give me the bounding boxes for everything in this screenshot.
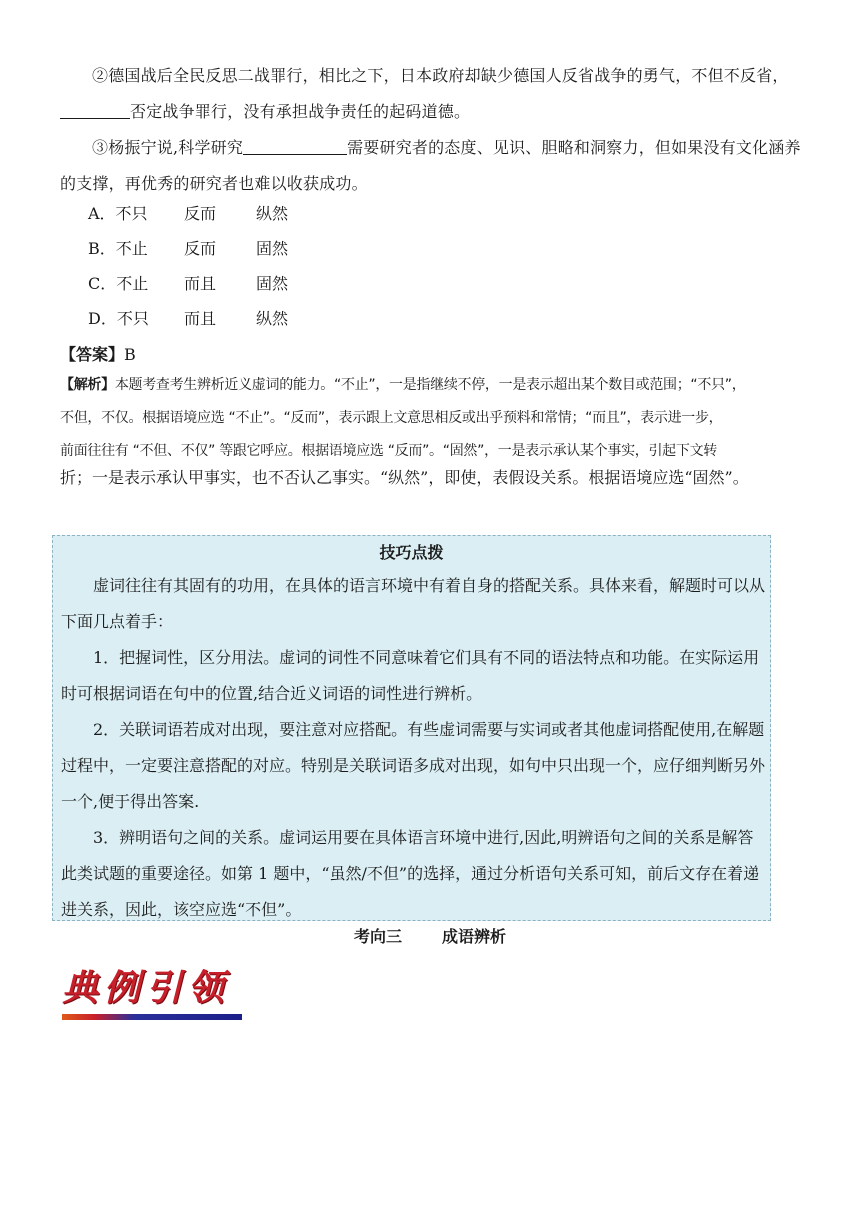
question-2-blank	[60, 98, 130, 119]
tips-box	[52, 535, 771, 921]
option-b	[88, 231, 328, 266]
option-c-word-1: 而且	[184, 274, 217, 293]
option-d	[88, 301, 328, 336]
option-a-key: A．不只	[88, 204, 148, 223]
option-b-word-1: 反而	[184, 239, 217, 258]
tips-title: 技巧点拨	[379, 543, 444, 562]
section-number: 考向三	[353, 927, 402, 946]
analysis-tail: 折；一是表示承认甲事实，也不否认乙事实。“纵然”，即使，表假设关系。根据语境应选“固然”。	[60, 468, 749, 487]
question-3	[60, 130, 802, 202]
option-c	[88, 266, 328, 301]
analysis-line-2: 不但，不仅。根据语境应选 “不止”。“反而”，表示跟上文意思相反或出乎预料和常情；“而且”，表示进一步，	[60, 410, 723, 426]
dianli-yinling-logo	[62, 966, 242, 1022]
question-3-before: ③杨振宁说,科学研究	[92, 138, 244, 157]
option-b-word-2: 固然	[256, 239, 289, 258]
option-a-word-1: 反而	[184, 204, 217, 223]
option-d-key: D．不只	[88, 309, 149, 328]
section-heading	[0, 925, 860, 949]
option-b-key: B．不止	[88, 239, 148, 258]
option-d-word-2: 纵然	[256, 309, 289, 328]
analysis-label: 【解析】	[60, 377, 115, 393]
question-2-after: 否定战争罪行，没有承担战争责任的起码道德。	[130, 102, 471, 121]
section-title: 成语辨析	[442, 927, 507, 946]
answer-value: B	[124, 345, 136, 364]
tips-point-1: 1．把握词性，区分用法。虚词的词性不同意味着它们具有不同的语法特点和功能。在实际运用时可根据词语在句中的位置,结合近义词语的词性进行辨析。	[61, 648, 760, 703]
option-c-key: C．不止	[88, 274, 149, 293]
option-a	[88, 196, 328, 231]
analysis-text-1: 本题考查考生辨析近义虚词的能力。“不止”，一是指继续不停，一是表示超出某个数目或范围；“不只”，	[114, 377, 746, 393]
tips-point-3: 3．辨明语句之间的关系。虚词运用要在具体语言环境中进行,因此,明辨语句之间的关系是解答此类试题的重要途径。如第 1 题中，“虽然/不但”的选择，通过分析语句关系可知，前后文存在着递进关系，因此，该空应选“不但”。	[61, 828, 760, 919]
option-a-word-2: 纵然	[256, 204, 289, 223]
answer-label: 【答案】	[60, 345, 125, 364]
logo-underline-bar	[62, 1014, 242, 1020]
answer	[60, 342, 136, 368]
question-3-after: 需要研究者的态度、见识、胆略和洞察力，但如果没有文化涵养的支撑，再优秀的研究者也难以收获成功。	[60, 138, 801, 193]
option-c-word-2: 固然	[256, 274, 289, 293]
question-2	[60, 58, 802, 130]
analysis-line-3: 前面往往有 “不但、不仅” 等跟它呼应。根据语境应选 “反而”。“固然”，一是表示承认某个事实，引起下文转	[60, 443, 717, 459]
option-d-word-1: 而且	[184, 309, 217, 328]
tips-point-2: 2．关联词语若成对出现，要注意对应搭配。有些虚词需要与实词或者其他虚词搭配使用,在解题过程中，一定要注意搭配的对应。特别是关联词语多成对出现，如句中只出现一个，应仔细判断另外一个,便于得出答案.	[61, 720, 766, 811]
question-3-blank	[243, 134, 347, 155]
logo-text: 典例引领	[62, 967, 231, 1009]
question-2-before: ②德国战后全民反思二战罪行，相比之下，日本政府却缺少德国人反省战争的勇气，不但不反省，	[92, 66, 789, 85]
analysis-line-1	[60, 370, 802, 401]
tips-intro: 虚词往往有其固有的功用，在具体的语言环境中有着自身的搭配关系。具体来看，解题时可以从下面几点着手：	[61, 576, 766, 631]
